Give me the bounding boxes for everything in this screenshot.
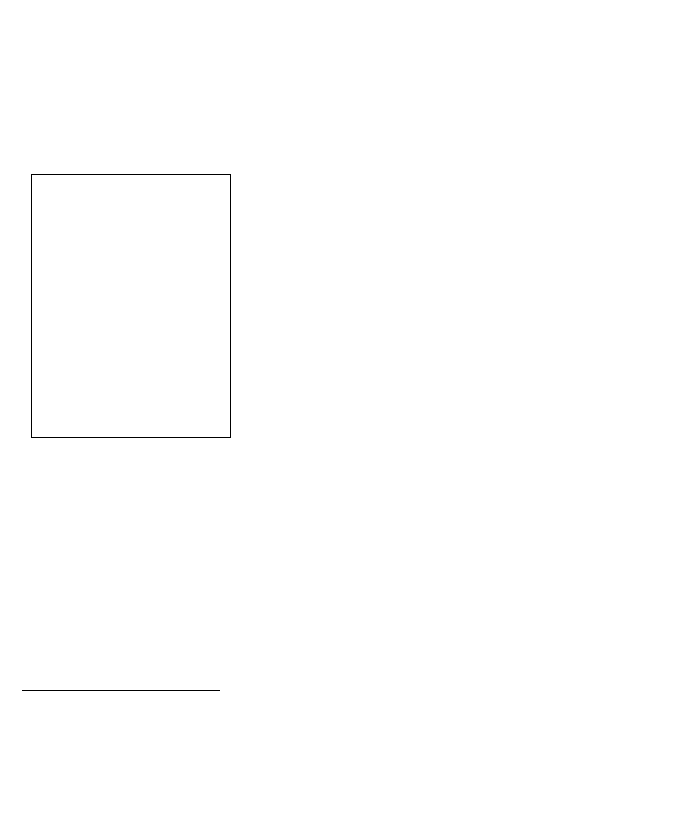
results-table-body (32, 175, 672, 438)
table-header-row (32, 175, 672, 438)
footnote-rule (22, 690, 220, 691)
base-label (32, 175, 231, 438)
results-table (31, 174, 671, 438)
